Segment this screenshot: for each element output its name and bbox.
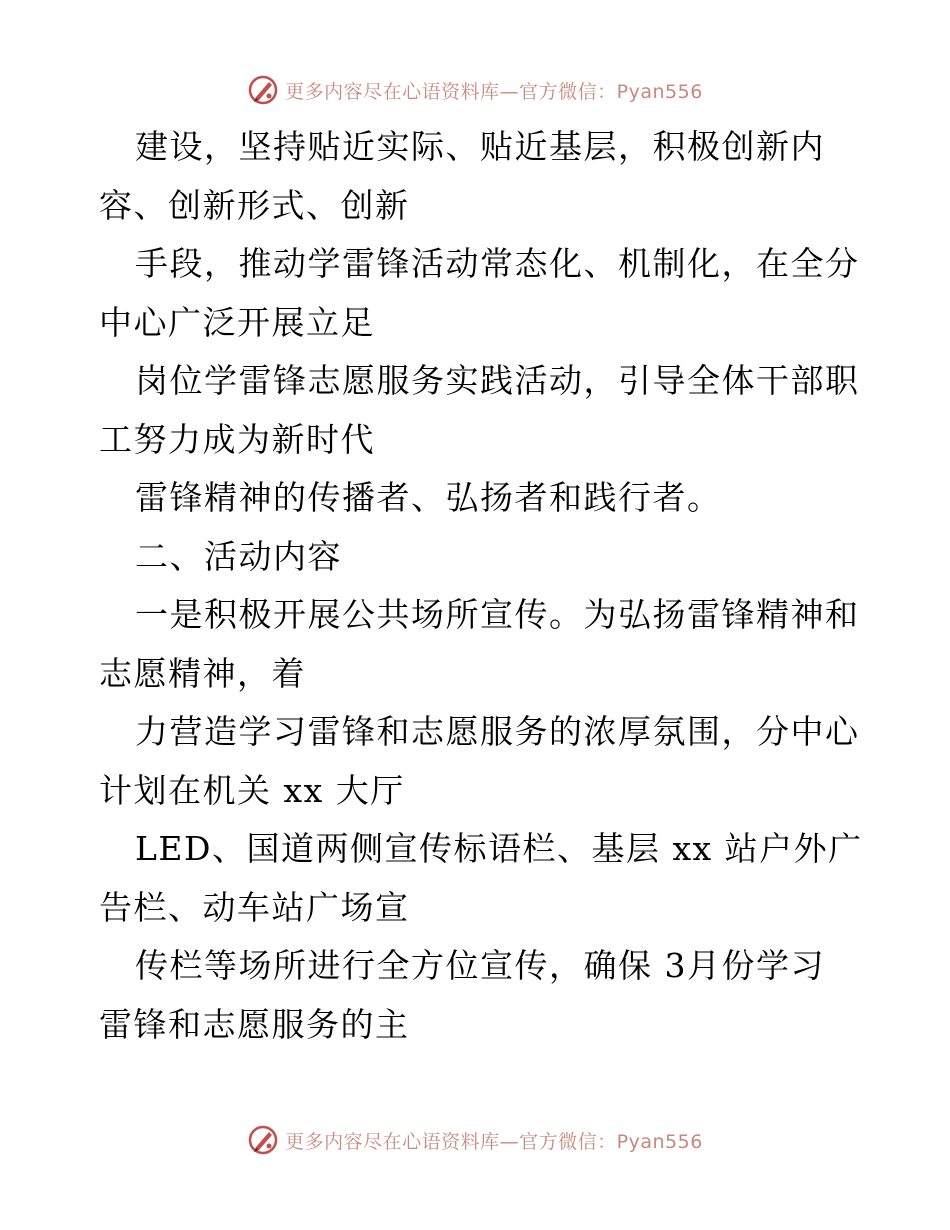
text-line: 志愿精神，着 [99, 653, 306, 693]
text-line: 计划在机关 xx 大厅 [99, 770, 405, 810]
footer-banner-text: 更多内容尽在心语资料库—官方微信：Pyan556 [285, 1130, 703, 1153]
text-line: LED、国道两侧宣传标语栏、基层 xx 站户外广 [135, 829, 863, 868]
text-line: 建设，坚持贴近实际、贴近基层，积极创新内 [135, 127, 825, 166]
text-line: 告栏、动车站广场宣 [99, 887, 410, 927]
text-line: 中心广泛开展立足 [99, 302, 375, 342]
text-line: 容、创新形式、创新 [99, 185, 410, 225]
text-line: 工努力成为新时代 [99, 419, 375, 459]
document-body [99, 118, 863, 1054]
pen-logo-icon [247, 1124, 279, 1156]
text-line: 岗位学雷锋志愿服务实践活动，引导全体干部职 [135, 361, 860, 400]
text-line: 传栏等场所进行全方位宣传，确保 3月份学习 [135, 946, 825, 985]
header-banner-text: 更多内容尽在心语资料库—官方微信：Pyan556 [285, 80, 703, 103]
pen-logo-icon [247, 74, 279, 106]
header-banner [0, 72, 950, 108]
text-line: 一是积极开展公共场所宣传。为弘扬雷锋精神和 [135, 595, 860, 634]
text-line: 雷锋和志愿服务的主 [99, 1004, 410, 1044]
footer-banner [0, 1122, 950, 1158]
section-heading: 二、活动内容 [135, 536, 342, 576]
text-line: 手段，推动学雷锋活动常态化、机制化，在全分 [135, 244, 860, 283]
text-line: 力营造学习雷锋和志愿服务的浓厚氛围，分中心 [135, 712, 860, 751]
text-line: 雷锋精神的传播者、弘扬者和践行者。 [135, 478, 722, 517]
